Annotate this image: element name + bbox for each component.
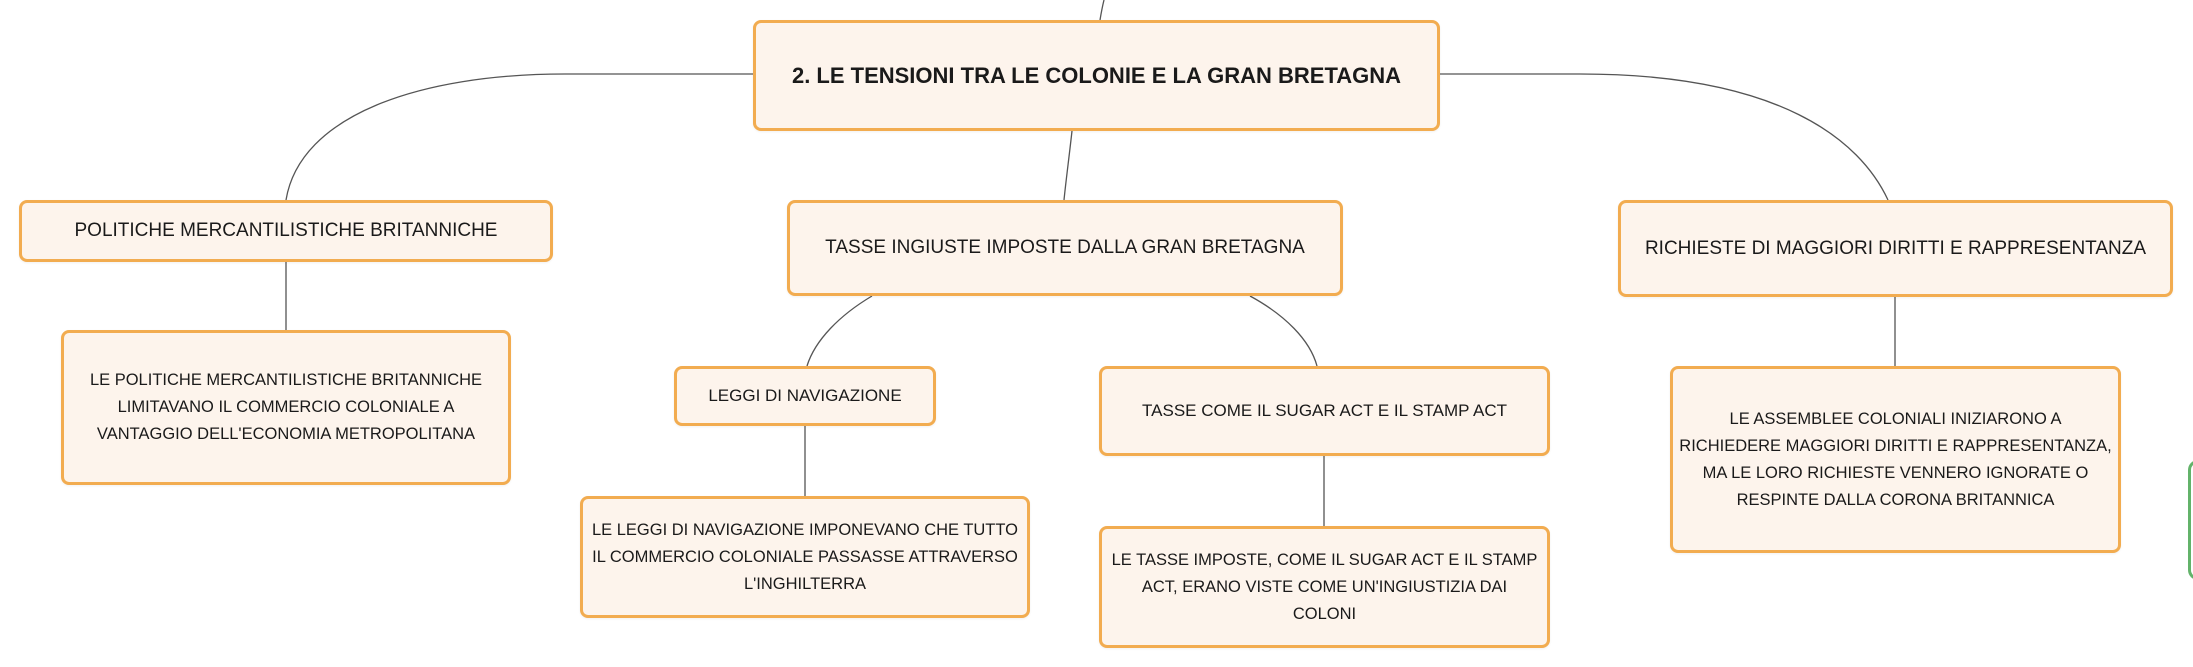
topic-node-politiche[interactable] (19, 200, 553, 262)
connector-root-richieste (1440, 74, 1888, 200)
topic-node-richieste[interactable] (1618, 200, 2173, 297)
connector-root-politiche (286, 74, 755, 200)
connector-tasse-sugar (1250, 296, 1317, 366)
detail-node-politiche[interactable] (61, 330, 511, 485)
subtopic-node-label: TASSE COME IL SUGAR ACT E IL STAMP ACT (1142, 401, 1507, 420)
connector-from-parent (1100, 0, 1104, 20)
detail-node-text: LE POLITICHE MERCANTILISTICHE BRITANNICHE LIMITAVANO IL COMMERCIO COLONIALE A VANTAGGIO DELL'ECONOMIA METROPOLITANA (89, 371, 483, 443)
topic-node-label: POLITICHE MERCANTILISTICHE BRITANNICHE (74, 220, 498, 241)
detail-node-leggi[interactable] (580, 496, 1030, 618)
detail-node-text: LE LEGGI DI NAVIGAZIONE IMPONEVANO CHE TUTTO IL COMMERCIO COLONIALE PASSASSE ATTRAVERSO L'INGHILTERRA (591, 520, 1019, 593)
subtopic-node-label: LEGGI DI NAVIGAZIONE (708, 386, 902, 405)
topic-node-label: RICHIESTE DI MAGGIORI DIRITTI E RAPPRESENTANZA (1644, 237, 2147, 259)
root-node[interactable] (753, 20, 1440, 131)
detail-node-sugar-stamp[interactable] (1099, 526, 1550, 648)
connector-root-tasse (1064, 131, 1072, 200)
subtopic-node-leggi[interactable] (674, 366, 936, 426)
subtopic-node-sugar-stamp[interactable] (1099, 366, 1550, 456)
topic-node-tasse[interactable] (787, 200, 1343, 296)
detail-node-richieste[interactable] (1670, 366, 2121, 553)
offscreen-node-edge[interactable] (2188, 460, 2193, 580)
root-node-label: 2. LE TENSIONI TRA LE COLONIE E LA GRAN BRETAGNA (791, 62, 1402, 88)
detail-node-text: LE TASSE IMPOSTE, COME IL SUGAR ACT E IL STAMP ACT, ERANO VISTE COME UN'INGIUSTIZIA DAI COLONI (1111, 550, 1538, 623)
topic-node-label: TASSE INGIUSTE IMPOSTE DALLA GRAN BRETAGNA (825, 237, 1305, 258)
detail-node-text: LE ASSEMBLEE COLONIALI INIZIARONO A RICHIEDERE MAGGIORI DIRITTI E RAPPRESENTANZA, MA LE LORO RICHIESTE VENNERO IGNORATE O RESPINTE DALLA CORONA BRITANNICA (1679, 409, 2112, 509)
connector-tasse-leggi (807, 296, 872, 366)
